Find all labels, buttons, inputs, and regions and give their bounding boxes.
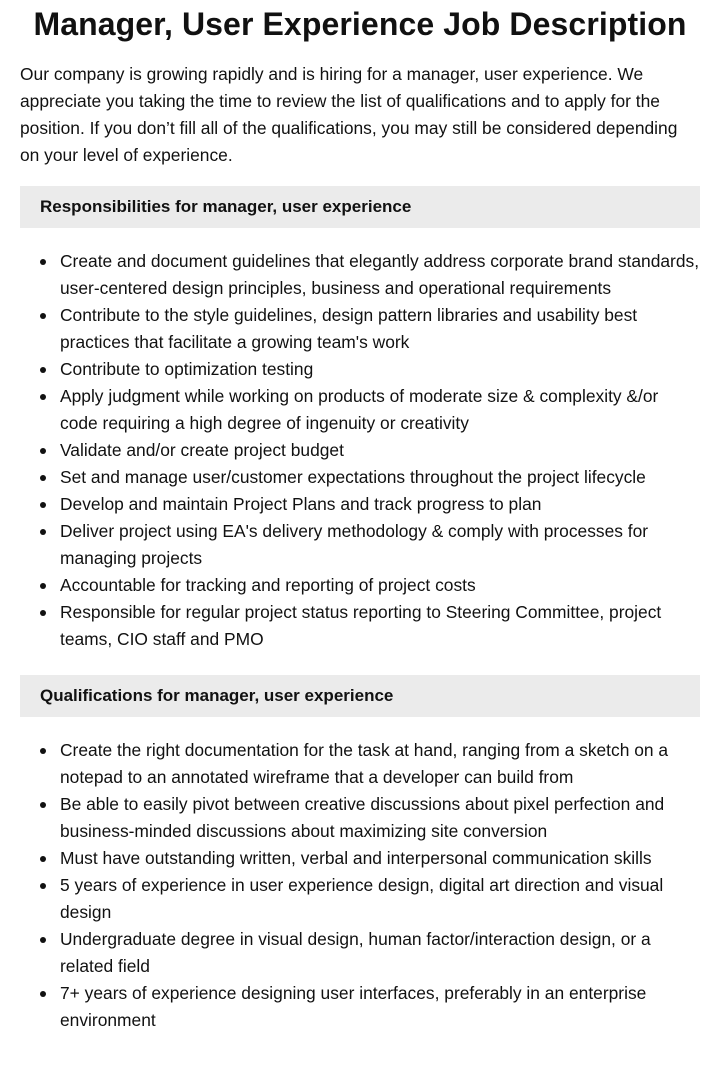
- list-item: [60, 248, 700, 302]
- bullet-icon: [40, 313, 46, 319]
- bullet-icon: [40, 502, 46, 508]
- bullet-icon: [40, 802, 46, 808]
- list-item-text: Contribute to the style guidelines, design pattern libraries and usability best practices that facilitate a growing team's work: [60, 305, 638, 352]
- list-item: [60, 383, 700, 437]
- responsibilities-list: [20, 248, 700, 653]
- bullet-icon: [40, 259, 46, 265]
- list-item: [60, 791, 700, 845]
- list-item-text: Develop and maintain Project Plans and track progress to plan: [60, 494, 542, 514]
- bullet-icon: [40, 748, 46, 754]
- list-item-text: Responsible for regular project status reporting to Steering Committee, project teams, CIO staff and PMO: [60, 602, 662, 649]
- list-item: [60, 437, 700, 464]
- bullet-icon: [40, 529, 46, 535]
- list-item-text: 5 years of experience in user experience design, digital art direction and visual design: [60, 875, 664, 922]
- list-item: [60, 845, 700, 872]
- list-item: [60, 302, 700, 356]
- list-item: [60, 464, 700, 491]
- list-item-text: Undergraduate degree in visual design, human factor/interaction design, or a related field: [60, 929, 651, 976]
- list-item-text: Create the right documentation for the task at hand, ranging from a sketch on a notepad to an annotated wireframe that a developer can build from: [60, 740, 669, 787]
- list-item: [60, 518, 700, 572]
- list-item: [60, 491, 700, 518]
- list-item: [60, 599, 700, 653]
- bullet-icon: [40, 583, 46, 589]
- qualifications-heading: Qualifications for manager, user experience: [20, 675, 700, 717]
- page-title: Manager, User Experience Job Description: [33, 6, 687, 42]
- intro-paragraph: Our company is growing rapidly and is hiring for a manager, user experience. We appreciate you taking the time to review the list of qualifications and to apply for the position. If you don’t fill all of the qualifications, you may still be considered depending on your level of experience.: [20, 64, 678, 165]
- list-item-text: Apply judgment while working on products of moderate size & complexity &/or code requiring a high degree of ingenuity or creativity: [60, 386, 659, 433]
- bullet-icon: [40, 367, 46, 373]
- list-item: [60, 356, 700, 383]
- list-item-text: Deliver project using EA's delivery methodology & comply with processes for managing projects: [60, 521, 649, 568]
- list-item: [60, 737, 700, 791]
- list-item-text: Validate and/or create project budget: [60, 440, 344, 460]
- list-item-text: 7+ years of experience designing user interfaces, preferably in an enterprise environment: [60, 983, 647, 1030]
- bullet-icon: [40, 475, 46, 481]
- bullet-icon: [40, 883, 46, 889]
- list-item-text: Must have outstanding written, verbal and interpersonal communication skills: [60, 848, 652, 868]
- list-item-text: Create and document guidelines that elegantly address corporate brand standards, user-centered design principles, business and operational requirements: [60, 251, 700, 298]
- list-item-text: Be able to easily pivot between creative discussions about pixel perfection and business-minded discussions about maximizing site conversion: [60, 794, 665, 841]
- list-item: [60, 572, 700, 599]
- list-item: [60, 980, 700, 1034]
- list-item-text: Accountable for tracking and reporting of project costs: [60, 575, 476, 595]
- list-item-text: Contribute to optimization testing: [60, 359, 314, 379]
- bullet-icon: [40, 991, 46, 997]
- list-item-text: Set and manage user/customer expectations throughout the project lifecycle: [60, 467, 646, 487]
- bullet-icon: [40, 394, 46, 400]
- responsibilities-heading: Responsibilities for manager, user experience: [20, 186, 700, 228]
- qualifications-list: [20, 737, 700, 1034]
- bullet-icon: [40, 610, 46, 616]
- bullet-icon: [40, 448, 46, 454]
- bullet-icon: [40, 856, 46, 862]
- list-item: [60, 926, 700, 980]
- bullet-icon: [40, 937, 46, 943]
- list-item: [60, 872, 700, 926]
